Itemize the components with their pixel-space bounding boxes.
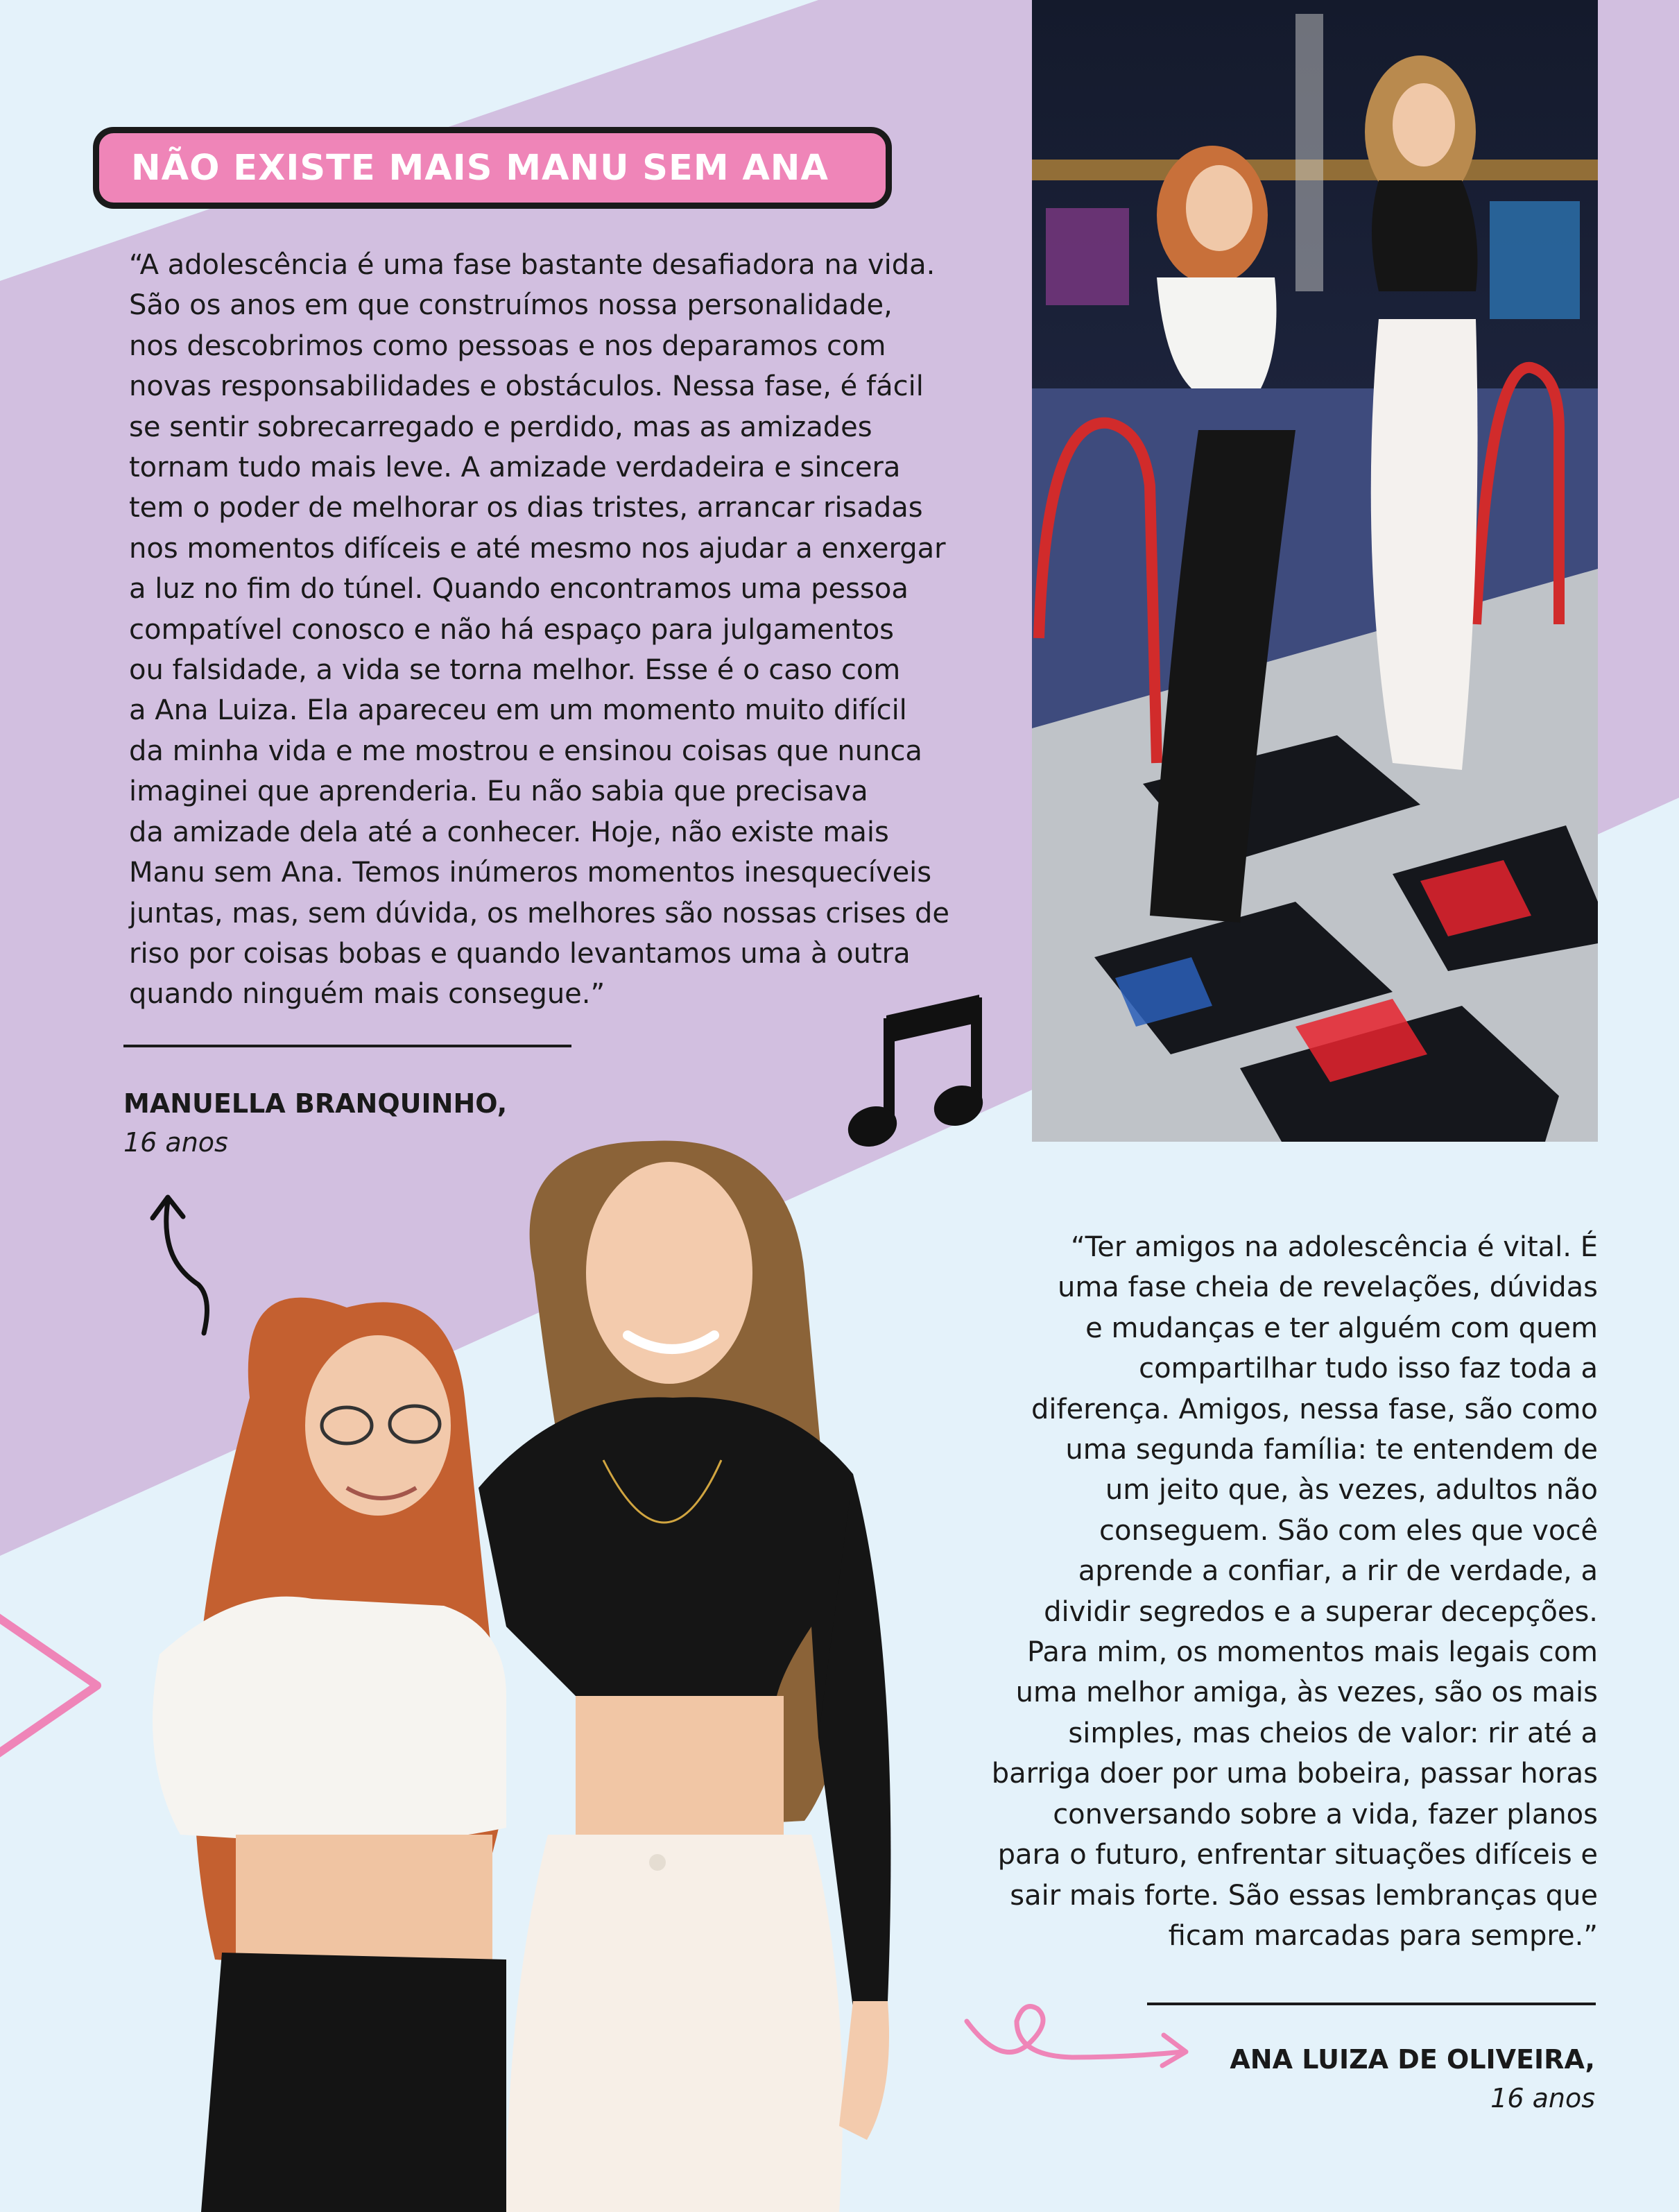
quote-line: ou falsidade, a vida se torna melhor. Esse é o caso com	[129, 654, 901, 687]
pink-swirl-arrow-icon	[961, 1994, 1197, 2070]
photo-dance-machine	[1032, 0, 1598, 1142]
author-age: 16 anos	[1490, 2083, 1595, 2114]
quote-line: barriga doer por uma bobeira, passar horas	[991, 1758, 1598, 1790]
quote-line: ficam marcadas para sempre.”	[1168, 1919, 1598, 1952]
author-divider-manuella	[123, 1045, 571, 1047]
headline-banner	[93, 127, 892, 209]
quote-line: compatível conosco e não há espaço para julgamentos	[129, 613, 895, 646]
quote-line: da minha vida e me mostrou e ensinou coisas que nunca	[129, 735, 922, 767]
headline-text: NÃO EXISTE MAIS MANU SEM ANA	[131, 147, 829, 189]
quote-line: diferença. Amigos, nessa fase, são como	[1031, 1393, 1598, 1425]
author-age: 16 anos	[123, 1127, 228, 1158]
quote-line: dividir segredos e a superar decepções.	[1044, 1595, 1598, 1628]
quote-line: “A adolescência é uma fase bastante desafiadora na vida.	[129, 249, 936, 281]
quote-line: riso por coisas bobas e quando levantamos uma à outra	[129, 937, 911, 970]
quote-line: “Ter amigos na adolescência é vital. É	[1070, 1231, 1598, 1263]
quote-line: aprende a confiar, a rir de verdade, a	[1078, 1555, 1598, 1588]
quote-line: uma segunda família: te entendem de	[1065, 1434, 1598, 1466]
quote-line: Para mim, os momentos mais legais com	[1027, 1636, 1598, 1669]
quote-line: se sentir sobrecarregado e perdido, mas as amizades	[129, 411, 872, 443]
quote-line: quando ninguém mais consegue.”	[129, 978, 605, 1011]
quote-line: juntas, mas, sem dúvida, os melhores são nossas crises de	[129, 897, 949, 929]
quote-line: conversando sobre a vida, fazer planos	[1053, 1798, 1598, 1831]
quote-line: novas responsabilidades e obstáculos. Nessa fase, é fácil	[129, 370, 924, 403]
testimonial-ana-luiza-text	[943, 1227, 1598, 1956]
friends-portrait-illustration	[118, 1099, 950, 2212]
dance-machine-illustration	[1032, 0, 1598, 1142]
quote-line: uma melhor amiga, às vezes, são os mais	[1015, 1677, 1598, 1709]
quote-line: tornam tudo mais leve. A amizade verdadeira e sincera	[129, 452, 901, 484]
quote-line: e mudanças e ter alguém com quem	[1085, 1312, 1598, 1344]
photo-friends-portrait	[118, 1099, 950, 2212]
testimonial-manuella-text	[129, 245, 989, 1015]
play-triangle-icon	[0, 1595, 111, 1776]
author-divider-ana-luiza	[1147, 2003, 1596, 2005]
author-ana-luiza	[1230, 2040, 1595, 2118]
quote-line: Manu sem Ana. Temos inúmeros momentos inesquecíveis	[129, 857, 932, 889]
author-name: MANUELLA BRANQUINHO,	[123, 1088, 508, 1119]
quote-line: sair mais forte. São essas lembranças que	[1010, 1879, 1598, 1912]
quote-line: um jeito que, às vezes, adultos não	[1105, 1474, 1598, 1507]
quote-line: compartilhar tudo isso faz toda a	[1139, 1353, 1598, 1385]
quote-line: imaginei que aprenderia. Eu não sabia que precisava	[129, 775, 868, 808]
quote-line: conseguem. São com eles que você	[1099, 1514, 1598, 1547]
quote-line: nos descobrimos como pessoas e nos deparamos com	[129, 329, 886, 362]
quote-line: a luz no fim do túnel. Quando encontramos uma pessoa	[129, 573, 909, 606]
quote-line: São os anos em que construímos nossa personalidade,	[129, 289, 893, 322]
quote-line: uma fase cheia de revelações, dúvidas	[1057, 1271, 1598, 1304]
quote-line: nos momentos difíceis e até mesmo nos ajudar a enxergar	[129, 532, 946, 565]
quote-line: para o futuro, enfrentar situações difíceis e	[997, 1839, 1598, 1871]
author-name: ANA LUIZA DE OLIVEIRA,	[1230, 2044, 1595, 2075]
quote-line: tem o poder de melhorar os dias tristes, arrancar risadas	[129, 492, 923, 524]
quote-line: da amizade dela até a conhecer. Hoje, não existe mais	[129, 816, 889, 848]
quote-line: a Ana Luiza. Ela apareceu em um momento muito difícil	[129, 694, 907, 727]
quote-line: simples, mas cheios de valor: rir até a	[1068, 1717, 1598, 1749]
